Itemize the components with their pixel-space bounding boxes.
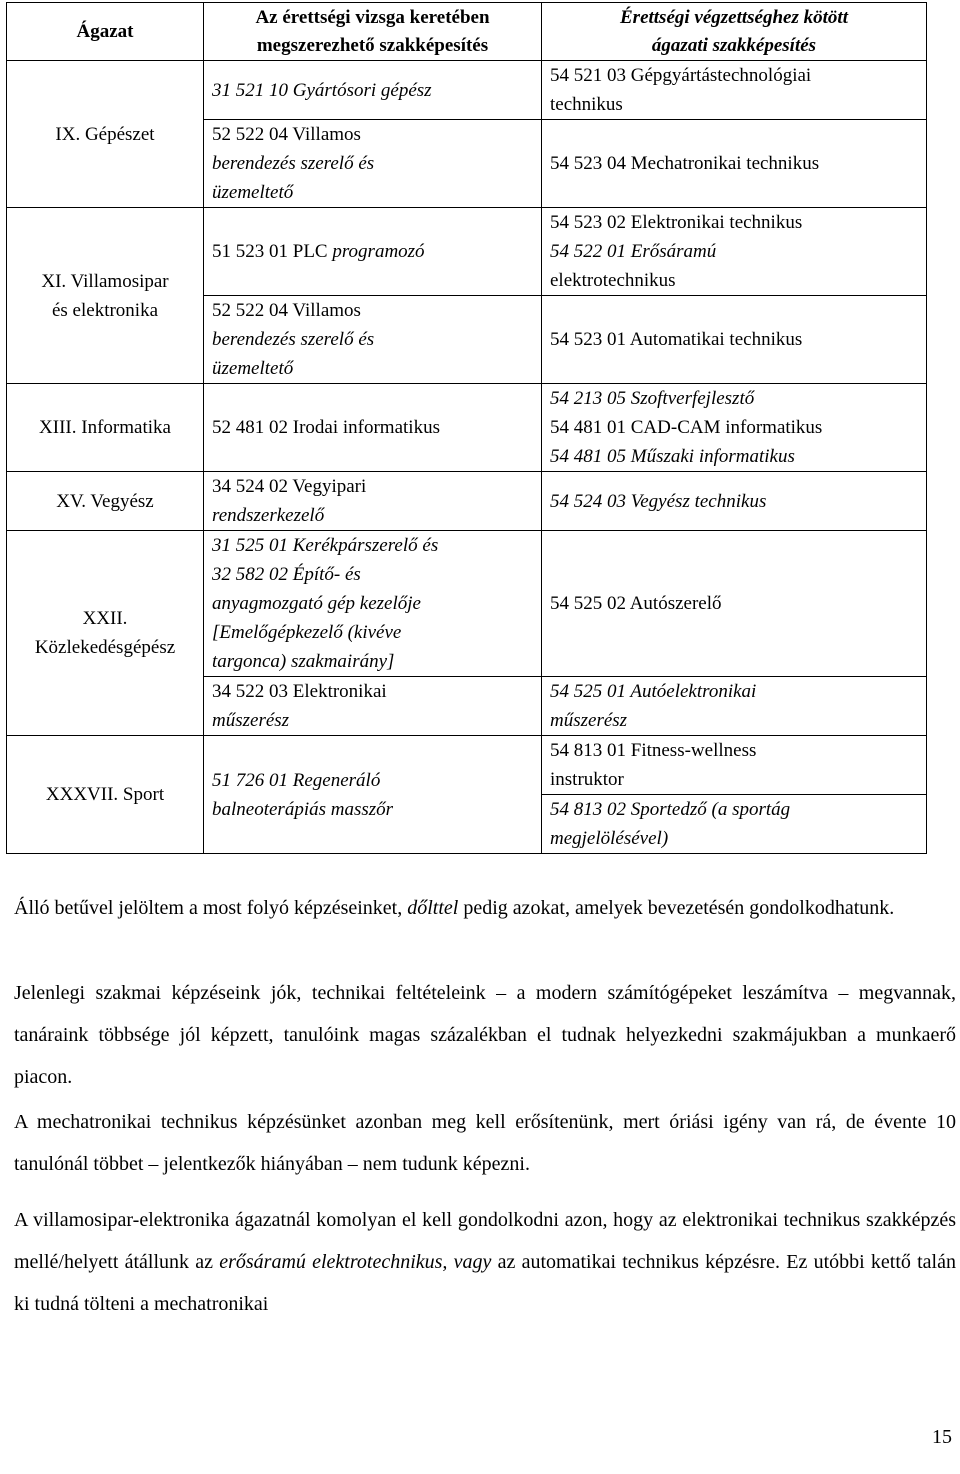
cell-gyartosori: 31 521 10 Gyártósori gépész — [204, 61, 542, 120]
cell-kerekpar: 31 525 01 Kerékpárszerelő és 32 582 02 Építő- és anyagmozgató gép kezelője [Emelőgépkezelő (kivéve targonca) szakmairány] — [204, 531, 542, 677]
sector-gepeszet: IX. Gépészet — [7, 61, 204, 208]
sector-informatika: XIII. Informatika — [7, 384, 204, 472]
cell-sportedzo: 54 813 02 Sportedző (a sportág megjelölésével) — [542, 795, 927, 854]
table-row — [7, 736, 927, 795]
cell-irodai: 52 481 02 Irodai informatikus — [204, 384, 542, 472]
cell-plc: 51 523 01 PLC programozó — [204, 208, 542, 296]
header-after-exam: Érettségi végzettséghez kötött ágazati szakképesítés — [542, 3, 927, 61]
cell-automatikai: 54 523 01 Automatikai technikus — [542, 296, 927, 384]
qualification-table — [6, 2, 927, 854]
cell-elektronikai-muszeresz: 34 522 03 Elektronikai műszerész — [204, 677, 542, 736]
table-row — [7, 531, 927, 677]
paragraph-legend: Álló betűvel jelöltem a most folyó képzéseinket, dőlttel pedig azokat, amelyek bevezetésén gondolkodhatunk. — [14, 897, 895, 919]
sector-villamosipar: XI. Villamosipar és elektronika — [7, 208, 204, 384]
table-row — [7, 208, 927, 296]
paragraph-electrical: A villamosipar-elektronika ágazatnál komolyan el kell gondolkodni azon, hogy az elektronikai technikus szakképzés mellé/helyett átállunk az erősáramú elektrotechnikus, vagy az automatikai technikus képzésre. Ez utóbbi kettő talán ki tudná tölteni a mechatronikai — [14, 1209, 956, 1315]
cell-balneo: 51 726 01 Regeneráló balneoterápiás masszőr — [204, 736, 542, 854]
header-within-exam: Az érettségi vizsga keretében megszerezhető szakképesítés — [204, 3, 542, 61]
page-number: 15 — [932, 1426, 952, 1448]
cell-mechatronikai: 54 523 04 Mechatronikai technikus — [542, 120, 927, 208]
table-row — [7, 472, 927, 531]
cell-autoszerelo: 54 525 02 Autószerelő — [542, 531, 927, 677]
table-row — [7, 61, 927, 120]
cell-villamos-2: 52 522 04 Villamos berendezés szerelő és üzemeltető — [204, 296, 542, 384]
cell-informatika-after: 54 213 05 Szoftverfejlesztő 54 481 01 CAD-CAM informatikus 54 481 05 Műszaki informatikus — [542, 384, 927, 472]
cell-vegyipari: 34 524 02 Vegyipari rendszerkezelő — [204, 472, 542, 531]
paragraph-mechatronics: A mechatronikai technikus képzésünket azonban meg kell erősítenünk, mert óriási igény van rá, de évente 10 tanulónál többet – jelentkezők hiányában – nem tudunk képezni. — [14, 1111, 956, 1175]
cell-elektronikai-tech: 54 523 02 Elektronikai technikus 54 522 01 Erősáramú elektrotechnikus — [542, 208, 927, 296]
sector-vegyesz: XV. Vegyész — [7, 472, 204, 531]
cell-villamos-1: 52 522 04 Villamos berendezés szerelő és üzemeltető — [204, 120, 542, 208]
cell-gepgyartas: 54 521 03 Gépgyártástechnológiai technikus — [542, 61, 927, 120]
cell-autoelektronikai: 54 525 01 Autóelektronikai műszerész — [542, 677, 927, 736]
sector-kozlekedes: XXII. Közlekedésgépész — [7, 531, 204, 736]
cell-fitness: 54 813 01 Fitness-wellness instruktor — [542, 736, 927, 795]
cell-vegyesz-tech: 54 524 03 Vegyész technikus — [542, 472, 927, 531]
table-row — [7, 384, 927, 472]
table-header-row — [7, 3, 927, 61]
sector-sport: XXXVII. Sport — [7, 736, 204, 854]
paragraph-current-training: Jelenlegi szakmai képzéseink jók, technikai feltételeink – a modern számítógépeket leszámítva – megvannak, tanáraink többsége jól képzett, tanulóink magas százalékban el tudnak helyezkedni szakmájukban a munkaerő piacon. — [14, 982, 956, 1088]
header-sector: Ágazat — [7, 3, 204, 61]
